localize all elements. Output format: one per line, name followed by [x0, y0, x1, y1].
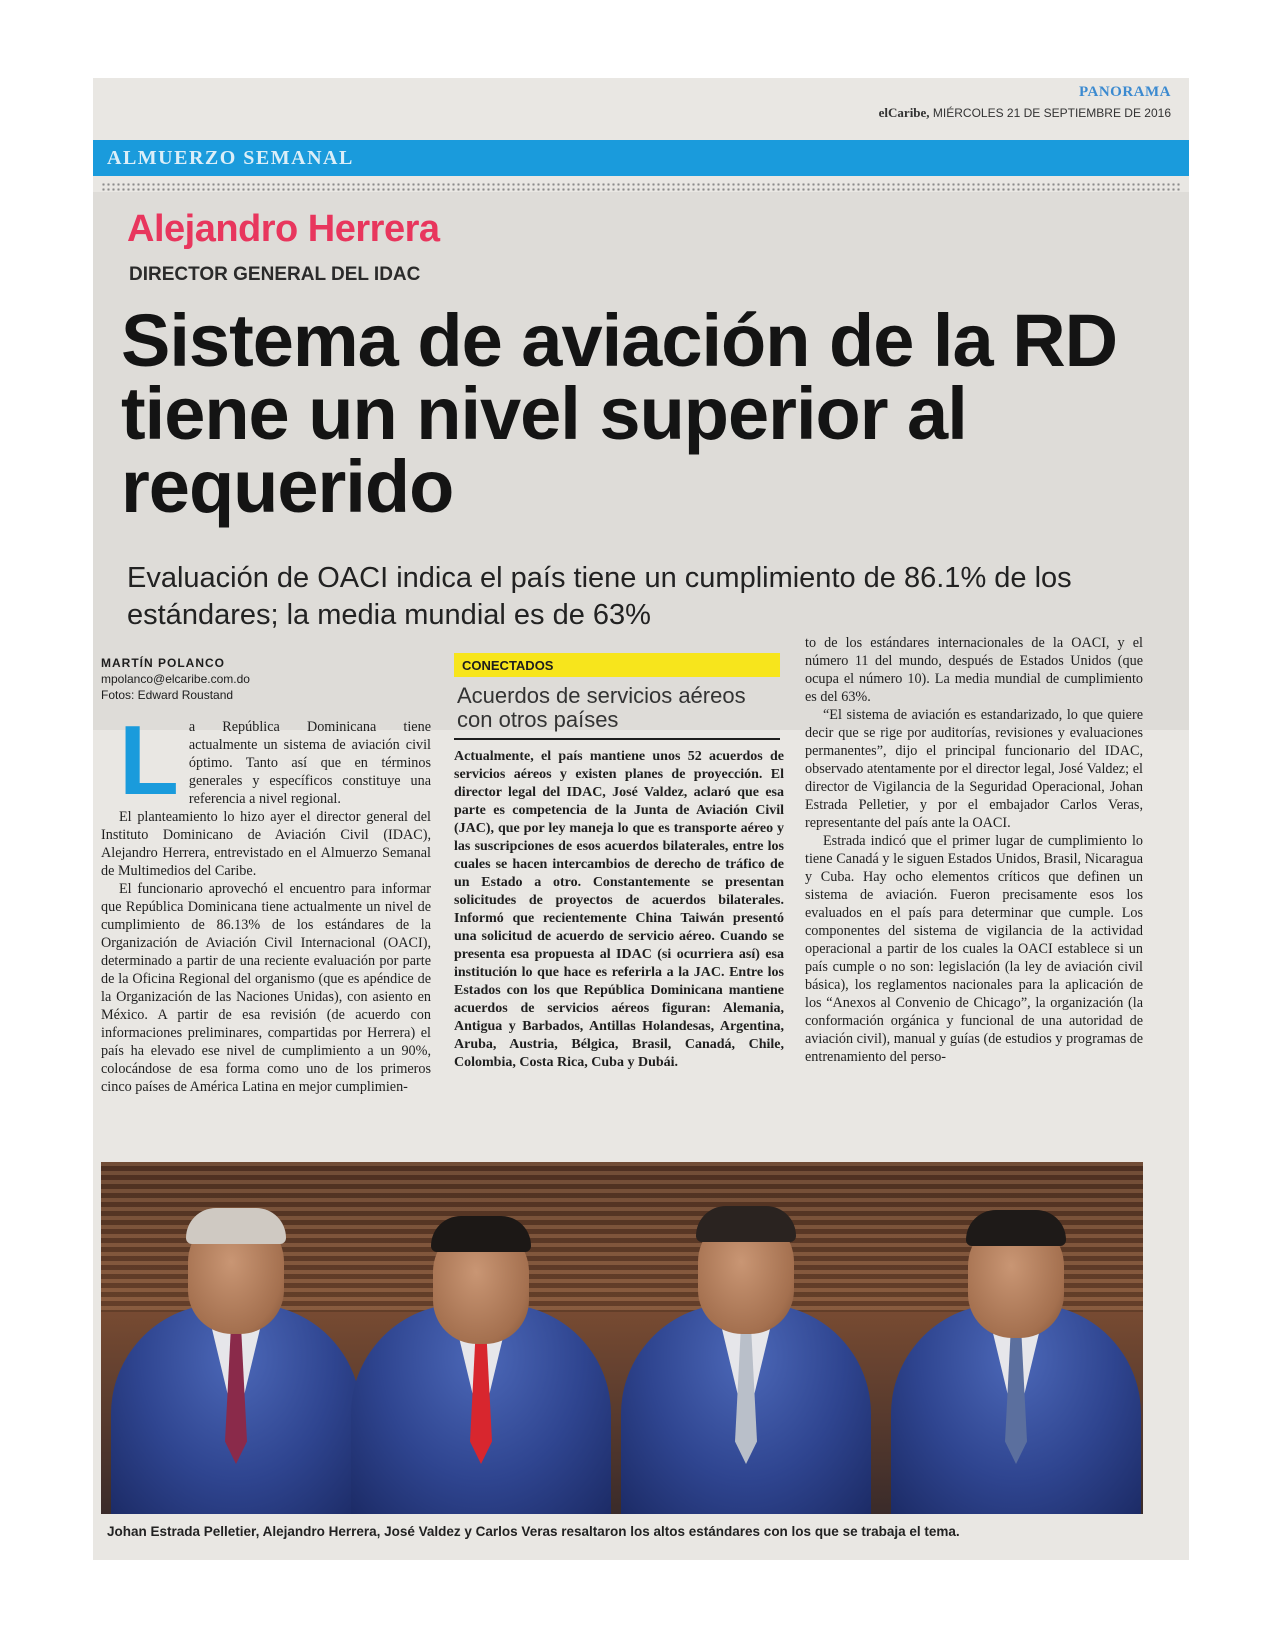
article-column-3 [805, 634, 1143, 1066]
person-1 [111, 1214, 361, 1514]
sidebar-body: Actualmente, el país mantiene unos 52 acuerdos de servicios aéreos y existen planes de proyección. El director legal del IDAC, José Valdez, aclaró que esa parte es competencia de la Junta de Aviación Civil (JAC), que por ley maneja lo que es transporte aéreo y las suscripciones de esos acuerdos bilaterales, entre los cuales se hacen intercambios de derecho de tráfico de un Estado a otro. Constantemente se presentan solicitudes de proyectos de acuerdos bilaterales. Informó que recientemente China Taiwán presentó una solicitud de acuerdo de servicio aéreo. Cuando se presenta esa propuesta al IDAC (si ocurriera así) esa institución lo que hace es referirla a la JAC. Entre los Estados con los que República Dominicana mantiene acuerdos de servicios aéreos figuran: Alemania, Antigua y Barbados, Antillas Holandesas, Argentina, Aruba, Austria, Bélgica, Brasil, Canadá, Chile, Colombia, Costa Rica, Cuba y Dubái. [454, 749, 784, 1070]
sidebar-divider [454, 738, 780, 740]
section-band-label: ALMUERZO SEMANAL [107, 147, 354, 169]
author-email: mpolanco@elcaribe.com.do [101, 672, 250, 686]
section-name: PANORAMA [1078, 84, 1171, 100]
newspaper-page [93, 78, 1189, 1560]
hair [696, 1206, 796, 1242]
photo-credit: Fotos: Edward Roustand [101, 688, 234, 702]
hair [966, 1210, 1066, 1246]
drop-cap: L [119, 705, 179, 815]
group-photo [101, 1162, 1143, 1514]
sidebar-tag: CONECTADOS [454, 653, 780, 677]
interviewee-name: Alejandro Herrera [127, 208, 440, 250]
byline [101, 656, 431, 702]
sidebar-title: Acuerdos de servicios aéreos con otros países [457, 683, 746, 732]
subheadline: Evaluación de OACI indica el país tiene un cumplimiento de 86.1% de los estándares; la media mundial es de 63% [127, 562, 1072, 631]
article-paragraph: to de los estándares internacionales de la OACI, y el número 11 del mundo, después de Estados Unidos (que ocupa el número 10). La media mundial de cumplimiento es del 63%. [805, 635, 1143, 705]
article-paragraph: a República Dominicana tiene actualmente un sistema de aviación civil óptimo. Tanto así que en términos generales y específicos constituye una referencia a nivel regional. [188, 719, 431, 807]
article-paragraph: El planteamiento lo hizo ayer el director general del Instituto Dominicano de Aviación Civil (IDAC), Alejandro Herrera, entrevistado en el Almuerzo Semanal de Multimedios del Caribe. [101, 809, 431, 879]
dotted-divider [101, 182, 1181, 192]
article-paragraph: “El sistema de aviación es estandarizado, lo que quiere decir que se rige por auditorías, revisiones y evaluaciones permanentes”, dijo el principal funcionario del IDAC, observado atentamente por el director legal, José Valdez; el director de Vigilancia de la Seguridad Operacional, Johan Estrada Pelletier, y por el embajador Carlos Veras, representante del país ante la OACI. [805, 707, 1143, 831]
person-2 [351, 1224, 611, 1514]
section-band [93, 140, 1189, 176]
article-column-1 [101, 705, 431, 1096]
hair [186, 1208, 286, 1244]
author-name: MARTÍN POLANCO [101, 656, 225, 670]
article-paragraph: Estrada indicó que el primer lugar de cumplimiento lo tiene Canadá y le siguen Estados Unidos, Brasil, Nicaragua y Cuba. Hay ocho elementos críticos que definen un sistema de aviación. Fueron precisamente esos los evaluados en el país para determinar que cumple. Los componentes del sistema de vigilancia de la actividad operacional a partir de los cuales la OACI establece si un país cumple o no son: legislación (la ley de aviación civil básica), los reglamentos nacionales para la aplicación de los “Anexos al Convenio de Chicago”, la organización (la conformación orgánica y funcional de una autoridad de aviación civil), manual y guías (de estudios y programas de entrenamiento del perso- [805, 833, 1143, 1065]
dateline [879, 105, 1171, 121]
newspaper-name: elCaribe, [878, 105, 930, 120]
person-4 [891, 1219, 1141, 1514]
page-header [879, 84, 1171, 121]
article-paragraph: El funcionario aprovechó el encuentro para informar que República Dominicana tiene actualmente un nivel de cumplimiento de 86.13% de los estándares de la Organización de Aviación Civil Internacional (OACI), determinado a partir de una reciente evaluación por parte de la Oficina Regional del organismo (que es apéndice de la Organización de las Naciones Unidas), con asiento en México. A partir de esa revisión (de acuerdo con informaciones preliminares, compartidas por Herrera) el país ha elevado ese nivel de cumplimiento a un 90%, colocándose de esa forma como uno de los primeros cinco países de América Latina en mejor cumplimien- [101, 881, 431, 1095]
interviewee-role: DIRECTOR GENERAL DEL IDAC [129, 264, 421, 285]
person-3 [621, 1214, 871, 1514]
main-headline: Sistema de aviación de la RD tiene un nivel superior al requerido [121, 299, 1118, 528]
publication-date: MIÉRCOLES 21 DE SEPTIEMBRE DE 2016 [932, 106, 1171, 120]
photo-caption: Johan Estrada Pelletier, Alejandro Herrera, José Valdez y Carlos Veras resaltaron los altos estándares con los que se trabaja el tema. [107, 1524, 960, 1539]
hair [431, 1216, 531, 1252]
